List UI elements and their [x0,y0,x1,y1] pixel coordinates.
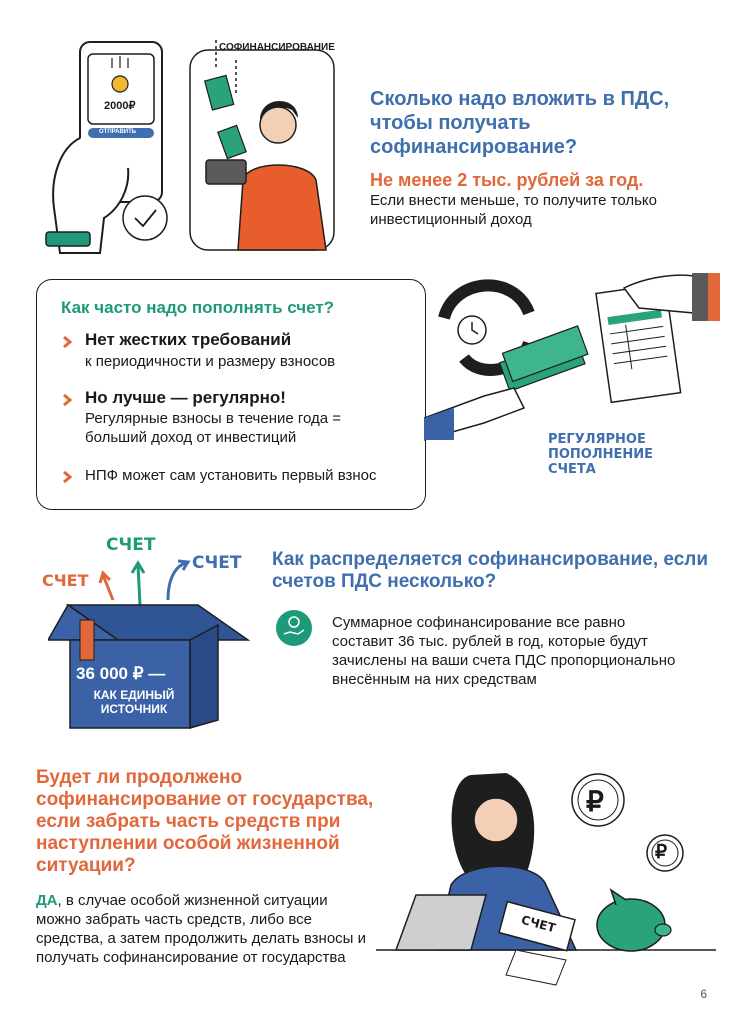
man-with-wallet-illustration [188,40,338,255]
chevron-right-icon [61,335,75,349]
item2-heading: Но лучше — регулярно! [85,388,286,407]
box-amount: 36 000 ₽ — [76,664,166,683]
box-caption: КАК ЕДИНЫЙ ИСТОЧНИК [93,688,175,716]
hand-coin-icon [276,610,312,646]
section1-text: Если внести меньше, то получите только инвестиционный доход [370,192,657,228]
section1-highlight: Не менее 2 тыс. рублей за год. [370,170,644,190]
account-label-left: СЧЕТ [42,571,89,590]
regular-replenishment-label: РЕГУЛЯРНОЕ ПОПОЛНЕНИЕ СЧЕТА [548,432,654,477]
page-number: 6 [700,987,707,1001]
account-label-right: СЧЕТ [192,553,242,573]
item1-heading: Нет жестких требований [85,330,292,349]
section4-answer [36,891,366,967]
account-label-center: СЧЕТ [106,535,156,555]
phone-hand-illustration [40,38,180,268]
section4-title: Будет ли продолжено софинансирование от государства, если забрать часть средств при наступлении особой жизненной ситуации? [36,767,374,876]
ruble-coin-icon: ₽ [655,842,668,863]
cofinancing-label: СОФИНАНСИРОВАНИЕ [219,42,335,53]
card-title: Как часто надо пополнять счет? [61,298,335,317]
item3-text: НПФ может сам установить первый взнос [85,467,377,484]
section3-text: Суммарное софинансирование все равно составит 36 тыс. рублей в год, которые будут зачислены на ваши счета ПДС пропорционально внесённым на них средствам [332,614,676,688]
replenish-frequency-card [36,279,426,510]
chevron-right-icon [61,393,75,407]
regular-replenishment-illustration [424,268,724,448]
chevron-right-icon [61,470,75,484]
answer-text: , в случае особой жизненной ситуации можно забрать часть средств, либо все средства, а затем продолжить делать взносы и получать софинансирование от государства [36,892,366,966]
section1-title: Сколько надо вложить в ПДС, чтобы получать софинансирование? [370,88,670,158]
answer-yes: ДА [36,892,58,909]
paper-account-label: СЧЕТ [519,912,558,936]
phone-send-label: ОТПРАВИТЬ [99,129,137,135]
worried-woman-illustration [376,745,716,995]
ruble-coin-icon: ₽ [586,786,604,817]
phone-amount: 2000₽ [104,100,136,112]
item2-text: Регулярные взносы в течение года = больший доход от инвестиций [85,410,342,446]
section3-title: Как распределяется софинансирование, если счетов ПДС несколько? [272,549,709,592]
item1-text: к периодичности и размеру взносов [85,353,336,370]
